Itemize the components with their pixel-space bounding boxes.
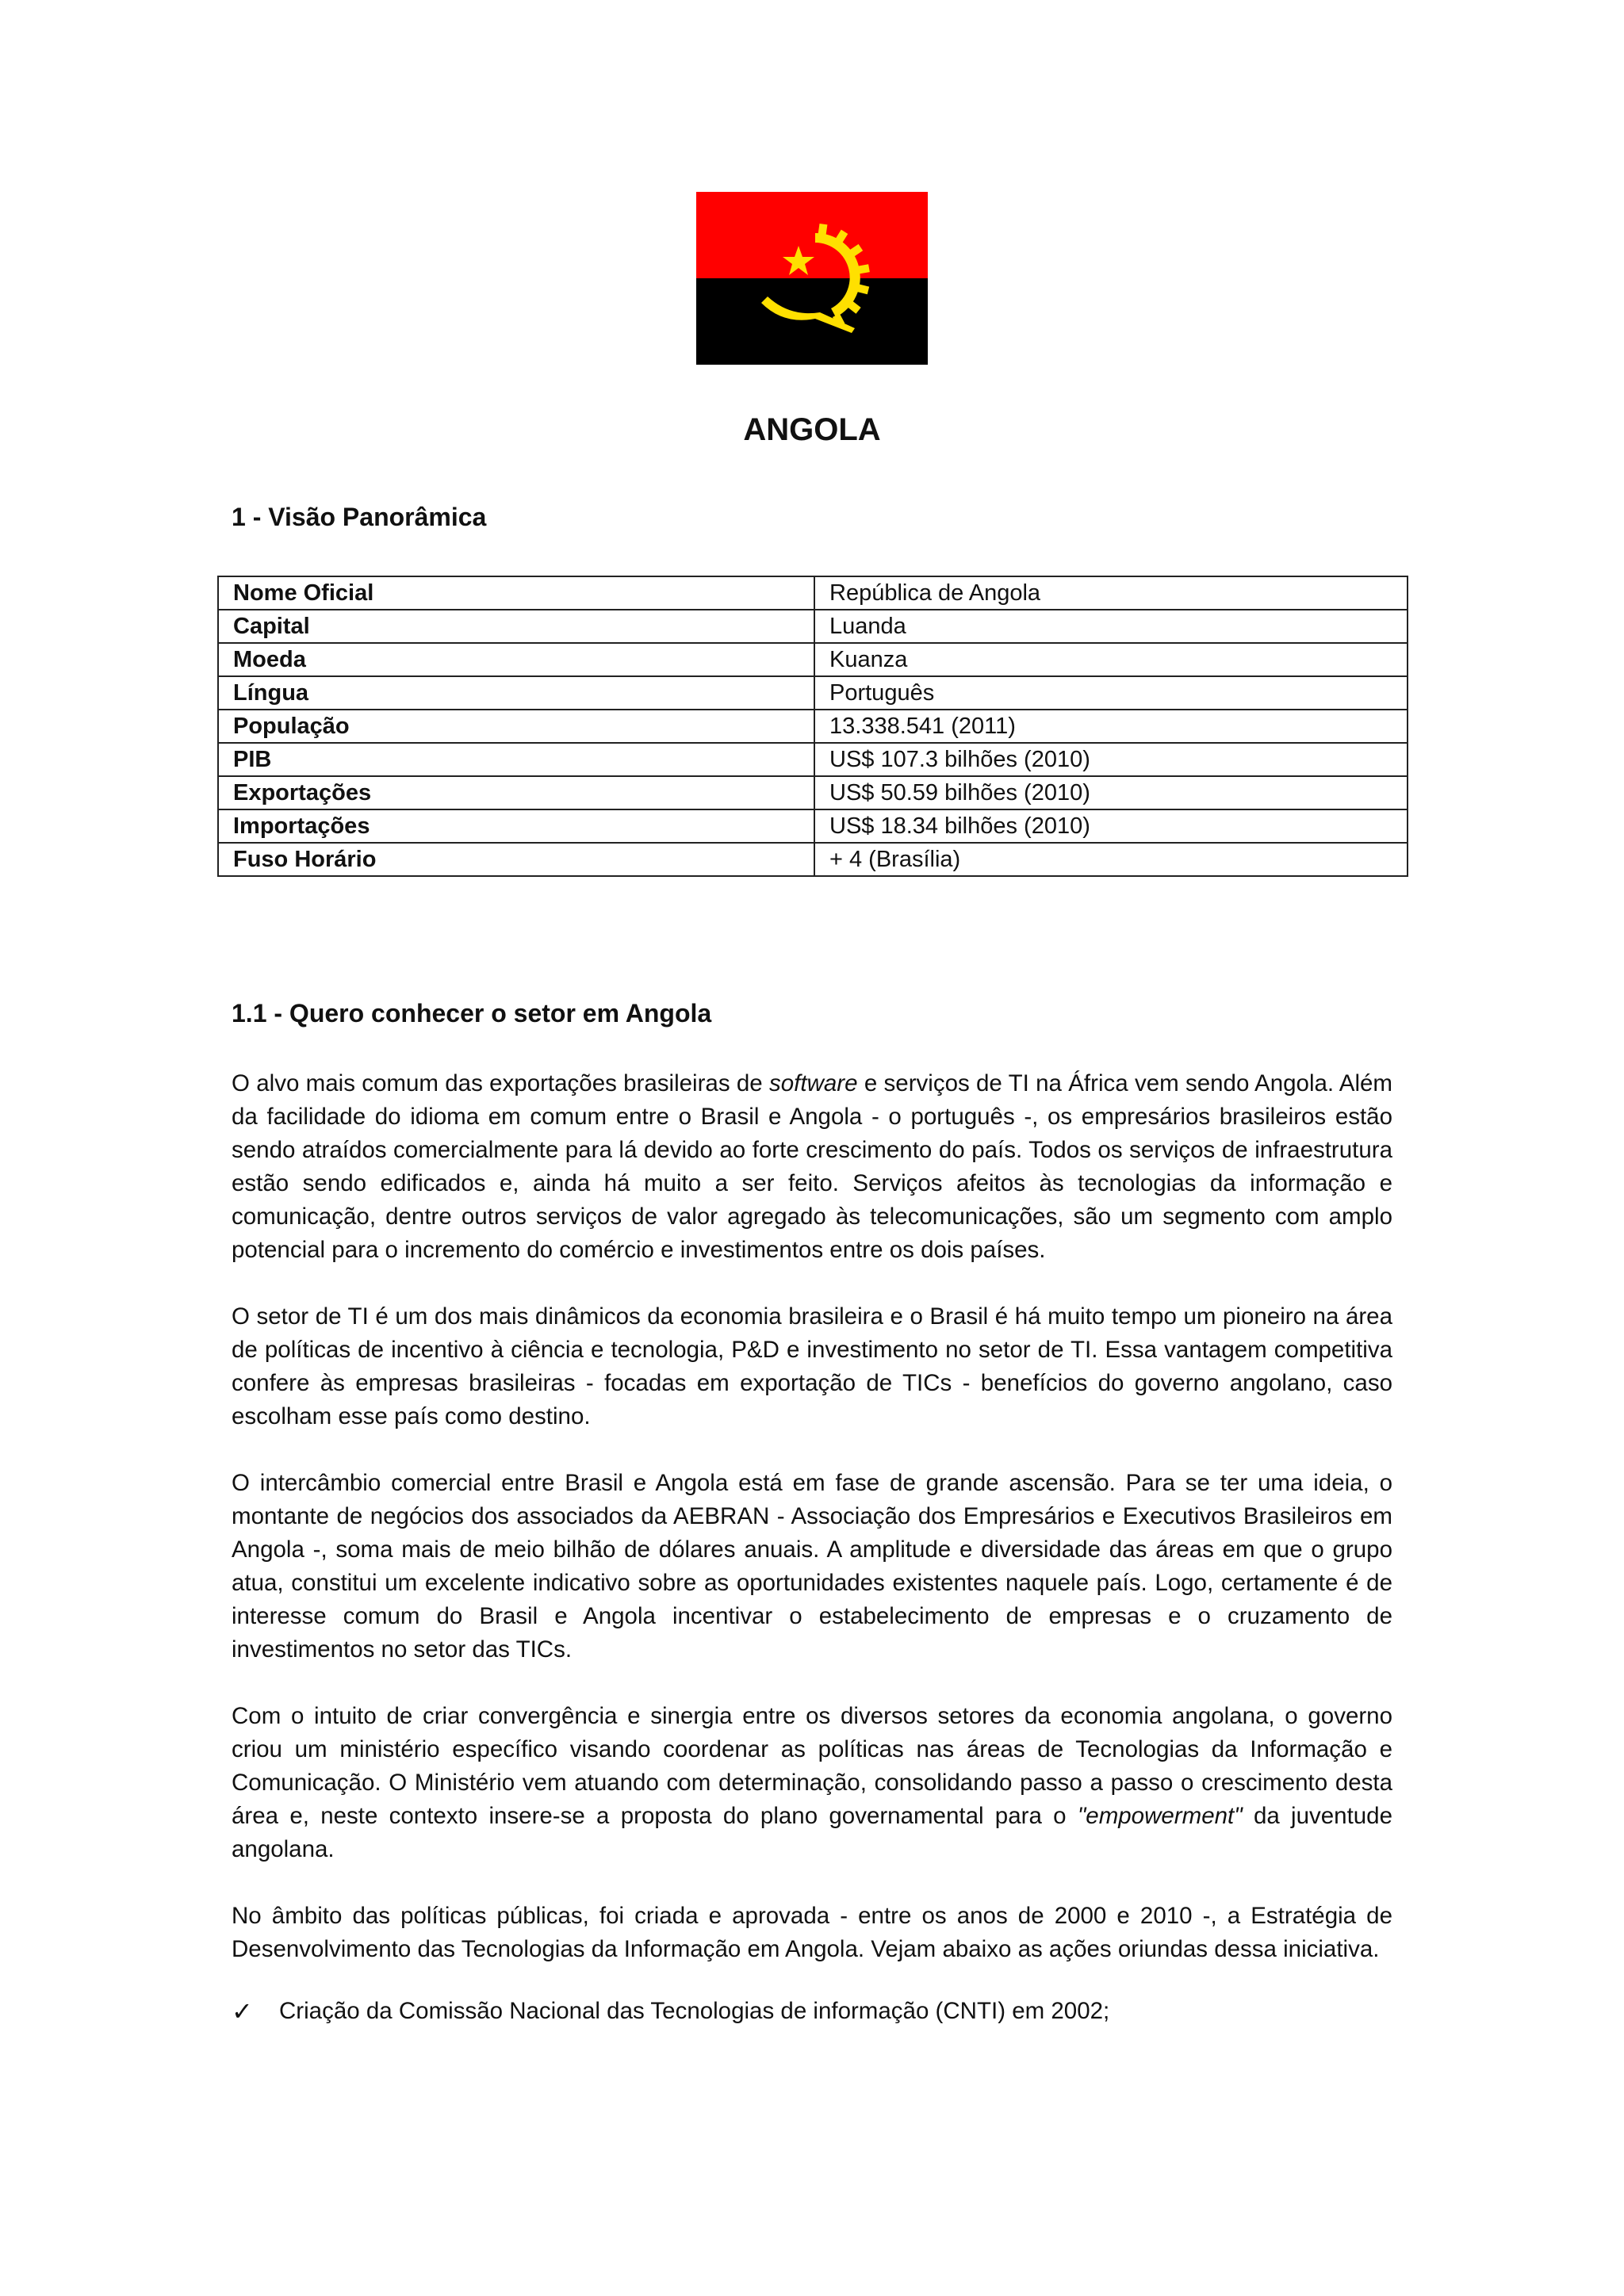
row-value: US$ 18.34 bilhões (2010) — [814, 809, 1408, 843]
row-value: + 4 (Brasília) — [814, 843, 1408, 876]
row-label: Língua — [218, 676, 814, 710]
row-label: População — [218, 710, 814, 743]
paragraph: O setor de TI é um dos mais dinâmicos da economia brasileira e o Brasil é há muito tempo um pioneiro na área de políticas de incentivo à ciência e tecnologia, P&D e investimento no setor de TI. Essa vantagem competitiva confere às empresas brasileiras - focadas em exportação de TICs - benefícios do governo angolano, caso escolham esse país como destino. — [232, 1303, 1392, 1429]
paragraph-text: O alvo mais comum das exportações brasileiras de — [232, 1070, 770, 1096]
angola-flag-icon — [696, 192, 928, 365]
table-row — [218, 809, 1408, 843]
paragraph — [232, 1700, 1392, 1866]
paragraph: No âmbito das políticas públicas, foi criada e aprovada - entre os anos de 2000 e 2010 -, a Estratégia de Desenvolvimento das Tecnologias da Informação em Angola. Vejam abaixo as ações oriundas dessa iniciativa. — [232, 1903, 1392, 1962]
emphasis-text: software — [769, 1070, 858, 1096]
body-text — [232, 1067, 1392, 2028]
table-row — [218, 643, 1408, 676]
row-label: Capital — [218, 610, 814, 643]
emphasis-text: "empowerment" — [1077, 1803, 1243, 1829]
row-value: República de Angola — [814, 576, 1408, 610]
section-heading-overview: 1 - Visão Panorâmica — [232, 503, 487, 531]
row-value: US$ 107.3 bilhões (2010) — [814, 743, 1408, 776]
row-value: Português — [814, 676, 1408, 710]
list-item — [232, 1995, 1392, 2028]
table-row — [218, 610, 1408, 643]
paragraph-text: da juventude angolana. — [232, 1803, 1392, 1862]
table-row — [218, 576, 1408, 610]
paragraph-text: Com o intuito de criar convergência e sinergia entre os diversos setores da economia angolana, o governo criou um ministério específico visando coordenar as políticas nas áreas de Tecnologias da Informação e Comunicação. O Ministério vem atuando com determinação, consolidando passo a passo o crescimento desta área e, neste contexto insere-se a proposta do plano governamental para o — [232, 1703, 1392, 1829]
list-item-text: Criação da Comissão Nacional das Tecnologias de informação (CNTI) em 2002; — [279, 1998, 1110, 2024]
table-row — [218, 776, 1408, 809]
row-value: Luanda — [814, 610, 1408, 643]
row-label: PIB — [218, 743, 814, 776]
table-row — [218, 710, 1408, 743]
row-value: 13.338.541 (2011) — [814, 710, 1408, 743]
paragraph-text: e serviços de TI na África vem sendo Angola. Além da facilidade do idioma em comum entre o Brasil e Angola - o português -, os empresários brasileiros estão sendo atraídos comercialmente para lá devido ao forte crescimento do país. Todos os serviços de infraestrutura estão sendo edificados e, ainda há muito a ser feito. Serviços afeitos às tecnologias da informação e comunicação, dentre outros serviços de valor agregado às telecomunicações, são um segmento com amplo potencial para o incremento do comércio e investimentos entre os dois países. — [232, 1070, 1392, 1263]
table-row — [218, 676, 1408, 710]
overview-table — [217, 576, 1408, 877]
row-value: US$ 50.59 bilhões (2010) — [814, 776, 1408, 809]
row-label: Exportações — [218, 776, 814, 809]
checkmark-icon: ✓ — [232, 1997, 253, 2026]
row-label: Fuso Horário — [218, 843, 814, 876]
paragraph: O intercâmbio comercial entre Brasil e Angola está em fase de grande ascensão. Para se ter uma ideia, o montante de negócios dos associados da AEBRAN - Associação dos Empresários e Executivos Brasileiros em Angola -, soma mais de meio bilhão de dólares anuais. A amplitude e diversidade das áreas em que o grupo atua, constitui um excelente indicativo sobre as oportunidades existentes naquele país. Logo, certamente é de interesse comum do Brasil e Angola incentivar o estabelecimento de empresas e o cruzamento de investimentos no setor das TICs. — [232, 1470, 1392, 1663]
page-title: ANGOLA — [743, 412, 881, 447]
paragraph — [232, 1067, 1392, 1267]
row-label: Nome Oficial — [218, 576, 814, 610]
table-row — [218, 743, 1408, 776]
section-heading-sector: 1.1 - Quero conhecer o setor em Angola — [232, 999, 712, 1027]
row-label: Importações — [218, 809, 814, 843]
row-label: Moeda — [218, 643, 814, 676]
row-value: Kuanza — [814, 643, 1408, 676]
table-row — [218, 843, 1408, 876]
